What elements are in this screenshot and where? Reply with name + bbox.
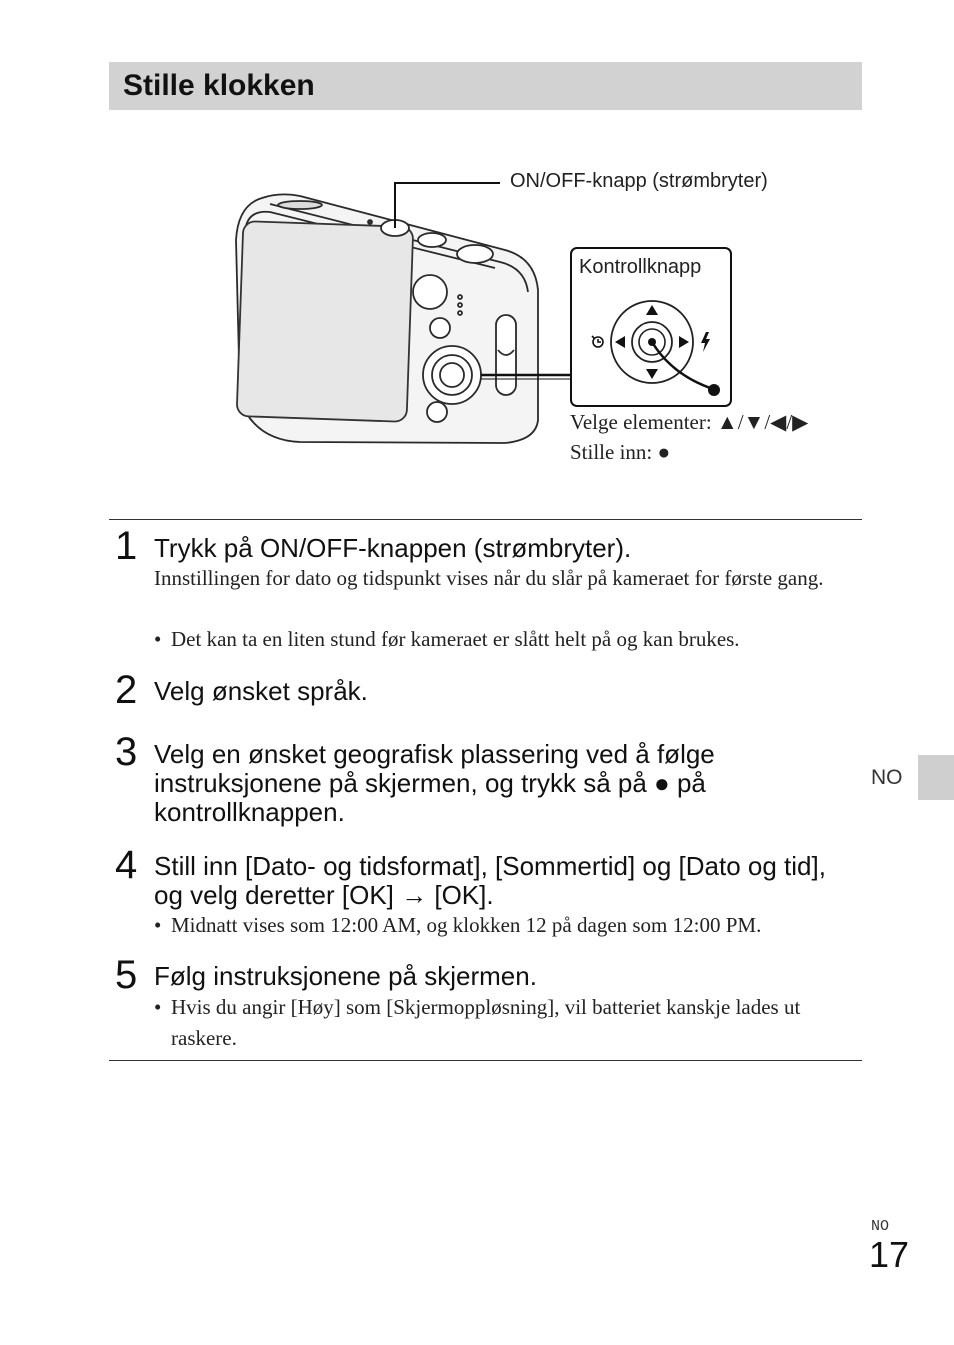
step-number: 3 (115, 730, 138, 774)
section-title: Stille klokken (109, 62, 862, 110)
camera-diagram (0, 0, 954, 500)
step-bullet (154, 624, 862, 655)
step-number: 1 (115, 524, 138, 568)
camera-illustration (236, 194, 538, 443)
step-number: 5 (115, 953, 138, 997)
steps-top-rule (109, 519, 862, 520)
control-label: Kontrollknapp (579, 256, 702, 278)
page-number: 17 (869, 1234, 910, 1275)
step-title: Velg en ønsket geografisk plassering ved å følge instruksjonene på skjermen, og trykk så på ● på kontrollknappen. (154, 739, 715, 827)
page-language: NO (871, 1218, 890, 1235)
step-number: 2 (115, 668, 138, 712)
bullet-dot: • (154, 627, 162, 651)
step-title: Trykk på ON/OFF-knappen (strømbryter). (154, 533, 632, 563)
legend-set: Stille inn: ● (570, 440, 671, 464)
step-title: Still inn [Dato- og tidsformat], [Sommertid] og [Dato og tid], og velg deretter [OK] → [OK]. (154, 851, 826, 910)
bullet-dot: • (154, 995, 162, 1019)
step-number: 4 (115, 843, 138, 887)
step-bullet (154, 910, 862, 941)
step-bullet-text: Det kan ta en liten stund før kameraet er slått helt på og kan brukes. (171, 627, 740, 651)
onoff-label: ON/OFF-knapp (strømbryter) (510, 170, 768, 192)
language-tab (918, 755, 954, 800)
steps-bottom-rule (109, 1060, 862, 1061)
step-bullet (154, 992, 862, 1054)
center-button-marker (708, 384, 720, 396)
step-title: Velg ønsket språk. (154, 676, 368, 706)
step-bullet-text: Hvis du angir [Høy] som [Skjermoppløsning], vil batteriet kanskje lades ut raskere. (171, 995, 801, 1050)
bullet-dot: • (154, 913, 162, 937)
onoff-callout-line (395, 183, 500, 228)
step-bullet-text: Midnatt vises som 12:00 AM, og klokken 12 på dagen som 12:00 PM. (171, 913, 762, 937)
step-title: Følg instruksjonene på skjermen. (154, 961, 537, 991)
language-tab-label: NO (871, 766, 903, 789)
step-text: Innstillingen for dato og tidspunkt vises når du slår på kameraet for første gang. (154, 566, 824, 590)
legend-select: Velge elementer: ▲/▼/◀/▶ (570, 410, 809, 434)
